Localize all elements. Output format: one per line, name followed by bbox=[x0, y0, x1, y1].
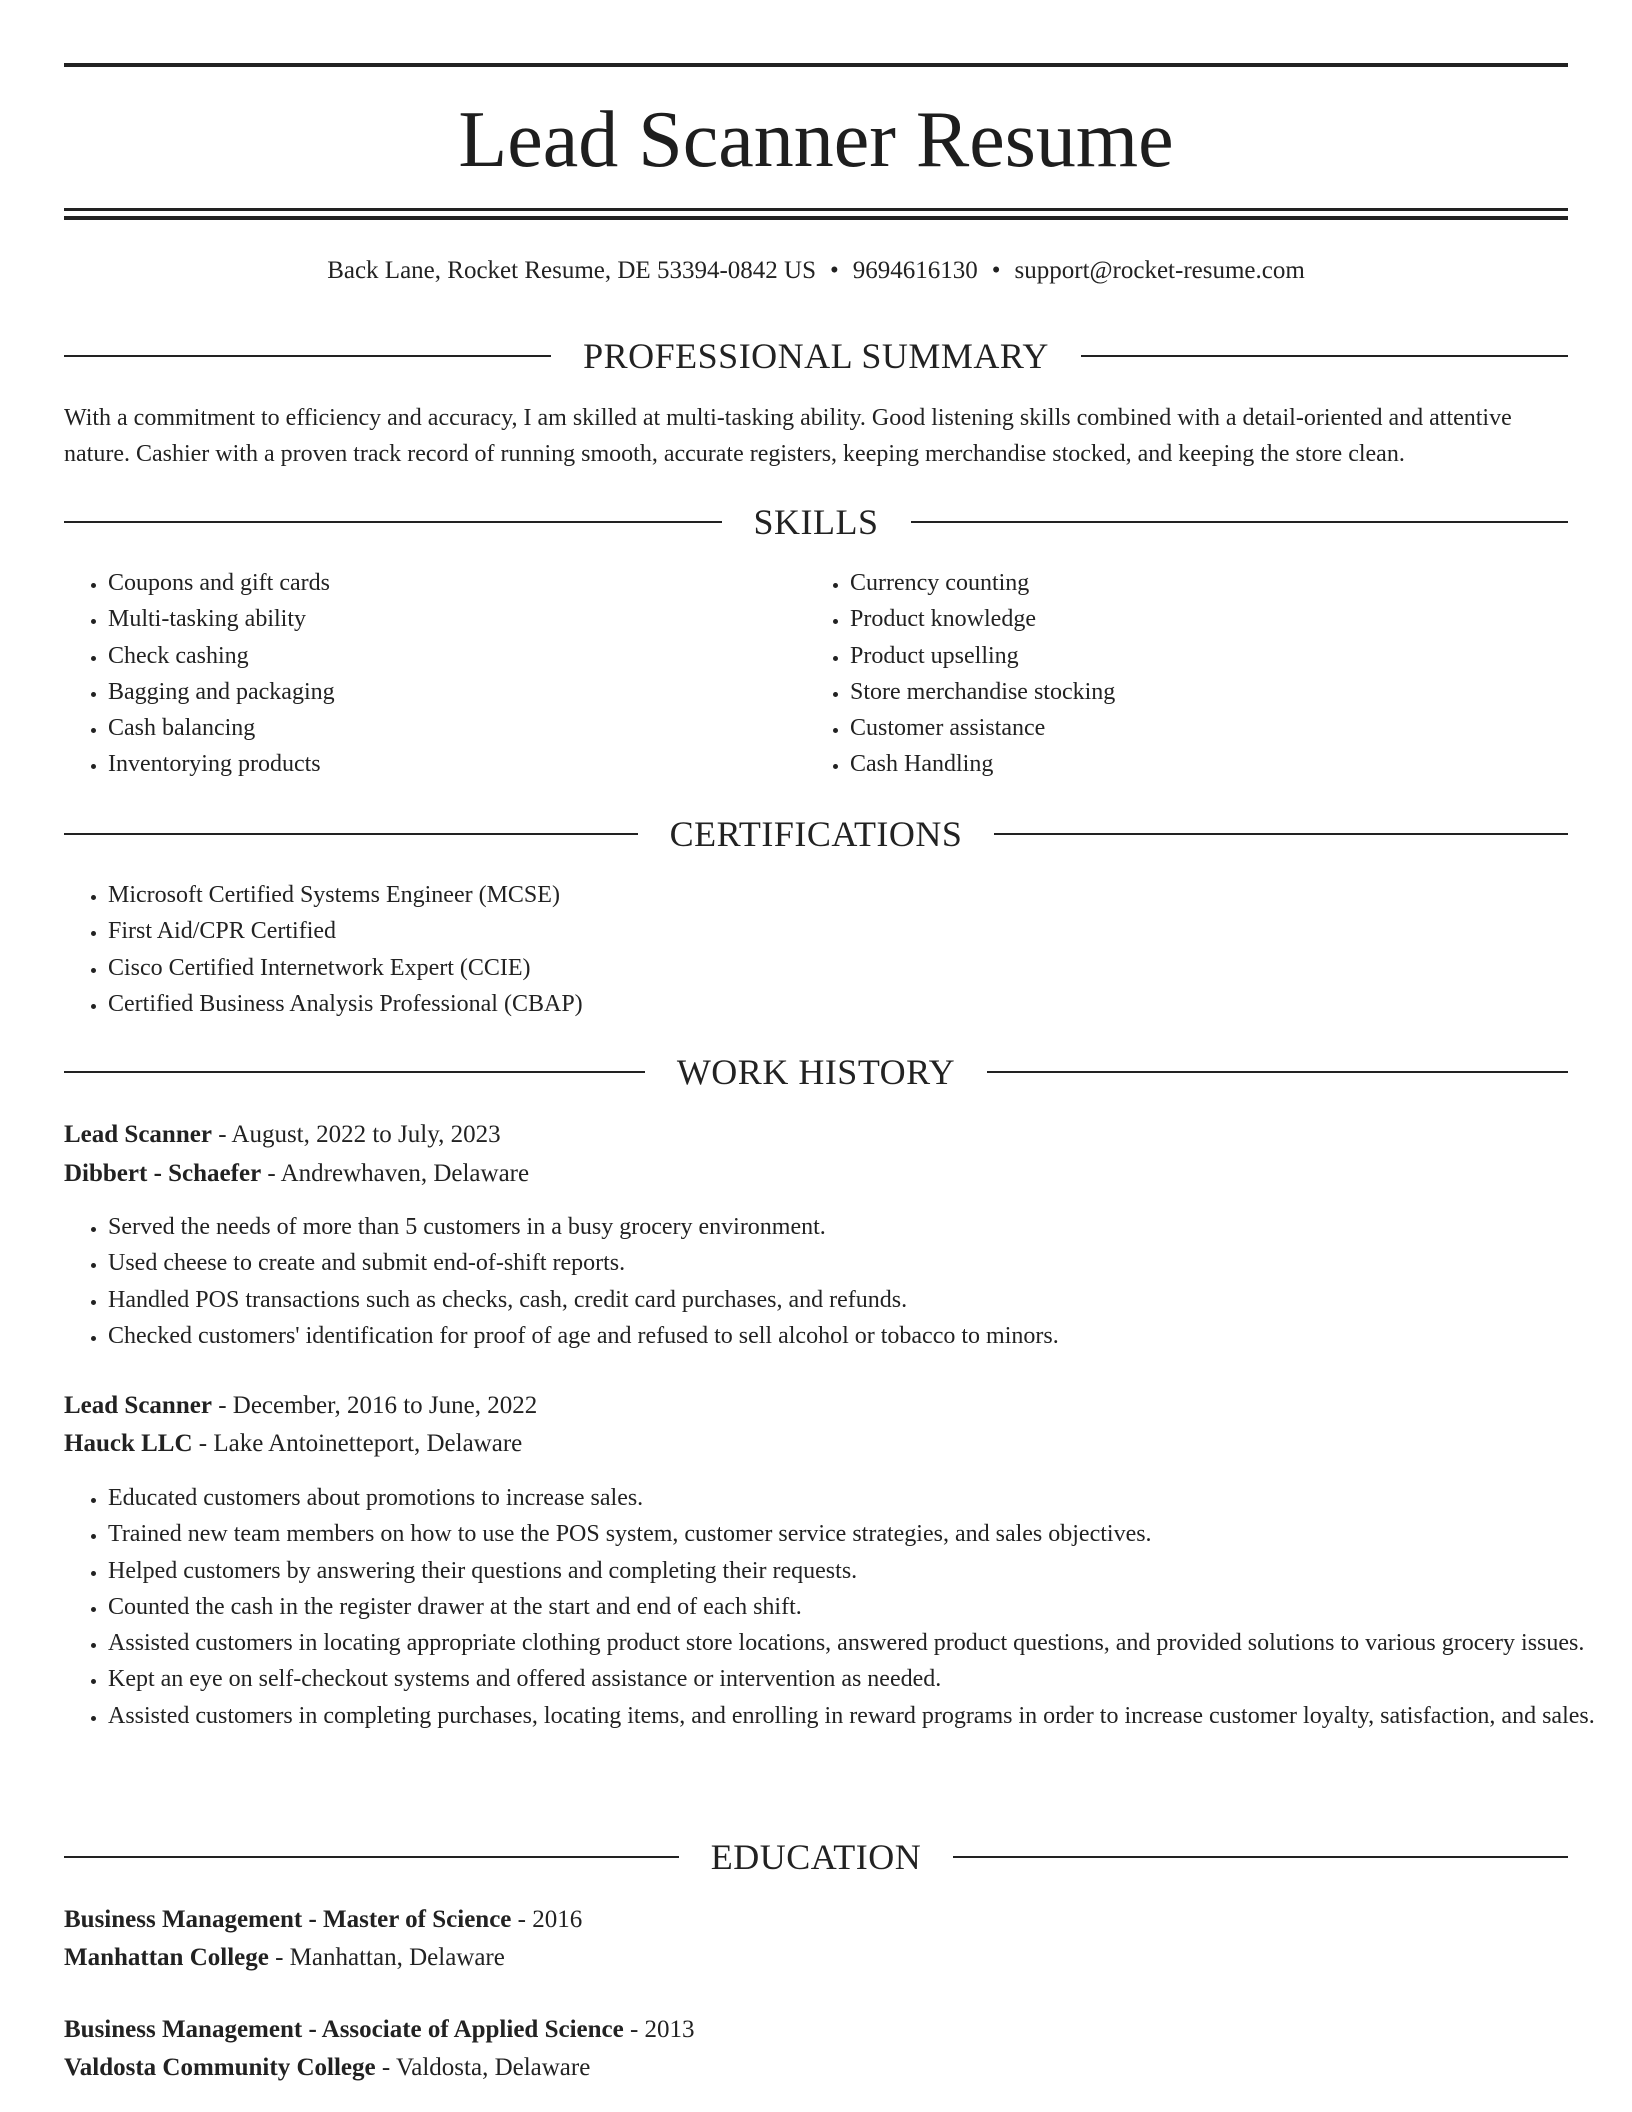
section-heading-summary bbox=[64, 332, 1568, 380]
section-heading-work-history bbox=[64, 1048, 1568, 1096]
job-bullet: • Served the needs of more than 5 customers in a busy grocery environment. bbox=[108, 1209, 1608, 1245]
education-school-line bbox=[64, 2049, 1568, 2087]
heading-rule bbox=[987, 1071, 1568, 1073]
job-role: Lead Scanner bbox=[64, 1392, 212, 1419]
section-heading-education bbox=[64, 1833, 1568, 1881]
skill-item: • Cash Handling bbox=[850, 746, 1550, 782]
heading-rule bbox=[1081, 355, 1568, 357]
education-year: - 2016 bbox=[511, 1906, 583, 1933]
job-bullets bbox=[64, 1209, 1608, 1354]
job-company: Dibbert - Schaefer bbox=[64, 1160, 262, 1187]
job-bullet: • Helped customers by answering their questions and completing their requests. bbox=[108, 1553, 1608, 1589]
contact-separator: • bbox=[991, 257, 1001, 284]
section-title: CERTIFICATIONS bbox=[669, 814, 963, 854]
skill-item: • Customer assistance bbox=[850, 710, 1550, 746]
job-company-line bbox=[64, 1425, 1568, 1463]
heading-rule bbox=[64, 1856, 679, 1858]
skill-item: • Bagging and packaging bbox=[108, 674, 808, 710]
section-title: EDUCATION bbox=[710, 1837, 922, 1877]
heading-rule bbox=[64, 1071, 645, 1073]
education-degree-line bbox=[64, 1901, 1568, 1939]
skill-item: • Multi-tasking ability bbox=[108, 601, 808, 637]
section-title: PROFESSIONAL SUMMARY bbox=[583, 336, 1049, 376]
summary-text: With a commitment to efficiency and accuracy, I am skilled at multi-tasking ability. Good listening skills combined with a detail-oriented and attentive nature. Cashier with a proven track record of running smooth, accurate registers, keeping merchandise stocked, and keeping the store clean. bbox=[64, 405, 1512, 467]
skill-item: • Store merchandise stocking bbox=[850, 674, 1550, 710]
contact-email[interactable]: support@rocket-resume.com bbox=[1014, 257, 1305, 284]
resume-title: Lead Scanner Resume bbox=[458, 96, 1174, 184]
job-bullet: • Checked customers' identification for proof of age and refused to sell alcohol or tobacco to minors. bbox=[108, 1318, 1608, 1354]
skill-item: • Check cashing bbox=[108, 638, 808, 674]
job-role: Lead Scanner bbox=[64, 1121, 212, 1148]
section-heading-skills bbox=[64, 498, 1568, 546]
contact-line bbox=[64, 254, 1568, 288]
section-heading-certifications bbox=[64, 810, 1568, 858]
heading-rule bbox=[953, 1856, 1568, 1858]
education-degree: Business Management - Associate of Applied Science bbox=[64, 2016, 624, 2043]
skill-item: • Currency counting bbox=[850, 565, 1550, 601]
certification-item: • Cisco Certified Internetwork Expert (CCIE) bbox=[108, 950, 1508, 986]
heading-rule bbox=[64, 833, 638, 835]
education-school: Valdosta Community College bbox=[64, 2054, 376, 2081]
heading-rule bbox=[64, 521, 722, 523]
job-bullet: • Assisted customers in completing purchases, locating items, and enrolling in reward programs in order to increase customer loyalty, satisfaction, and sales. bbox=[108, 1698, 1608, 1734]
certification-item: • Microsoft Certified Systems Engineer (MCSE) bbox=[108, 877, 1508, 913]
heading-rule bbox=[994, 833, 1568, 835]
education-degree: Business Management - Master of Science bbox=[64, 1906, 512, 1933]
job-dates: - August, 2022 to July, 2023 bbox=[211, 1121, 501, 1148]
job-bullet: • Handled POS transactions such as checks, cash, credit card purchases, and refunds. bbox=[108, 1282, 1608, 1318]
job-bullet: • Counted the cash in the register drawer at the start and end of each shift. bbox=[108, 1589, 1608, 1625]
section-title: WORK HISTORY bbox=[676, 1052, 956, 1092]
education-year: - 2013 bbox=[623, 2016, 695, 2043]
skill-item: • Product upselling bbox=[850, 638, 1550, 674]
job-title-line bbox=[64, 1387, 1568, 1425]
skill-item: • Inventorying products bbox=[108, 746, 808, 782]
contact-phone: 9694616130 bbox=[852, 257, 978, 284]
job-bullet: • Assisted customers in locating appropriate clothing product store locations, answered product questions, and provided solutions to various grocery issues. bbox=[108, 1625, 1608, 1661]
skill-item: • Cash balancing bbox=[108, 710, 808, 746]
certification-item: • First Aid/CPR Certified bbox=[108, 913, 1508, 949]
job-bullet: • Trained new team members on how to use the POS system, customer service strategies, and sales objectives. bbox=[108, 1516, 1608, 1552]
job-location: - Andrewhaven, Delaware bbox=[261, 1160, 530, 1187]
education-school-line bbox=[64, 1939, 1568, 1977]
education-degree-line bbox=[64, 2011, 1568, 2049]
education-school: Manhattan College bbox=[64, 1944, 269, 1971]
title-double-rule bbox=[64, 208, 1568, 220]
job-bullets bbox=[64, 1480, 1608, 1734]
top-rule bbox=[64, 63, 1568, 67]
education-location: - Valdosta, Delaware bbox=[375, 2054, 591, 2081]
certification-item: • Certified Business Analysis Professional (CBAP) bbox=[108, 986, 1508, 1022]
education-location: - Manhattan, Delaware bbox=[268, 1944, 505, 1971]
contact-address: Back Lane, Rocket Resume, DE 53394-0842 US bbox=[327, 257, 816, 284]
job-company: Hauck LLC bbox=[64, 1430, 193, 1457]
skills-list-left bbox=[64, 565, 808, 783]
job-title-line bbox=[64, 1116, 1568, 1154]
section-title: SKILLS bbox=[753, 502, 879, 542]
job-bullet: • Kept an eye on self-checkout systems and offered assistance or intervention as needed. bbox=[108, 1661, 1608, 1697]
heading-rule bbox=[64, 355, 551, 357]
job-bullet: • Used cheese to create and submit end-of-shift reports. bbox=[108, 1245, 1608, 1281]
job-company-line bbox=[64, 1155, 1568, 1193]
certifications-list bbox=[64, 877, 1508, 1022]
skill-item: • Coupons and gift cards bbox=[108, 565, 808, 601]
contact-separator: • bbox=[829, 257, 839, 284]
job-location: - Lake Antoinetteport, Delaware bbox=[192, 1430, 523, 1457]
job-bullet: • Educated customers about promotions to increase sales. bbox=[108, 1480, 1608, 1516]
skills-list-right bbox=[806, 565, 1550, 783]
heading-rule bbox=[911, 521, 1569, 523]
job-dates: - December, 2016 to June, 2022 bbox=[211, 1392, 538, 1419]
skill-item: • Product knowledge bbox=[850, 601, 1550, 637]
